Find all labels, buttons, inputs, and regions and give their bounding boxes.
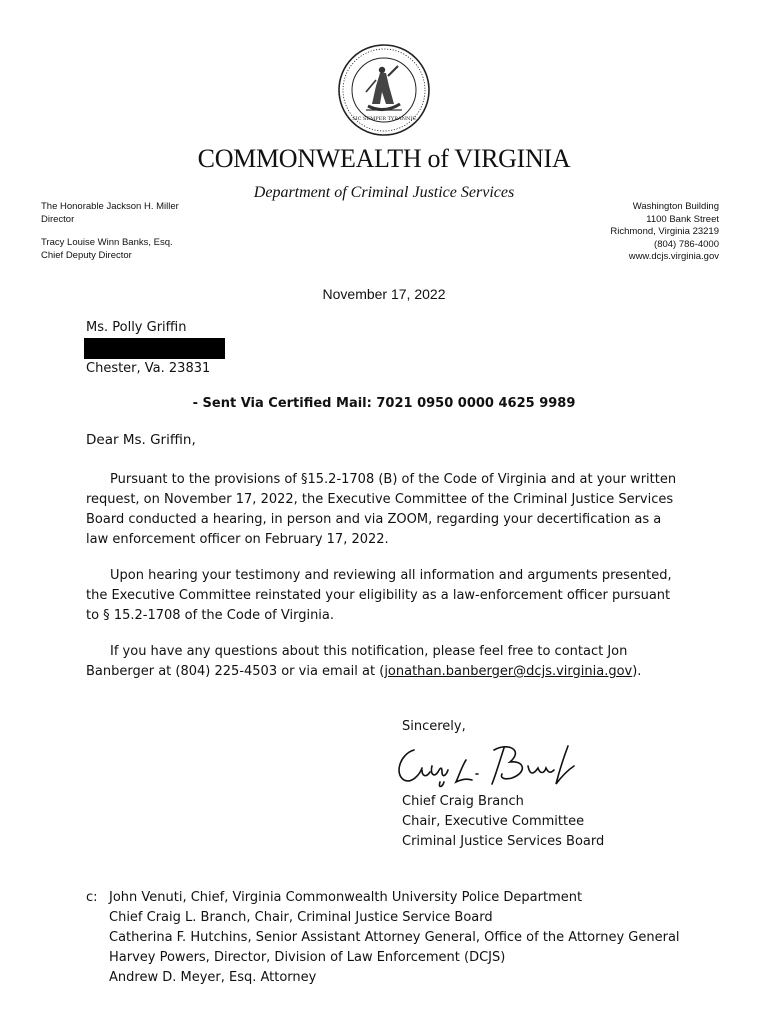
cc-label: c: [86,890,98,905]
closing: Sincerely, [402,719,466,734]
letterhead-department: Department of Criminal Justice Services [253,184,515,201]
recipient-city: Chester, Va. 23831 [86,361,211,376]
letterhead-right-block [519,201,719,264]
deputy-name: Tracy Louise Winn Banks, Esq. [41,237,173,248]
cc-recipient: Andrew D. Meyer, Esq. Attorney [109,970,317,985]
state-seal [336,42,432,138]
cc-recipient: John Venuti, Chief, Virginia Commonwealth University Police Department [109,890,583,905]
deputy-title: Chief Deputy Director [41,249,132,261]
letterhead-left-block [41,201,241,262]
signer-title: Chair, Executive Committee [402,814,585,829]
address-street: 1100 Bank Street [646,213,719,225]
seal-motto: SIC SEMPER TYRANNIS [352,116,416,122]
cc-list [109,888,749,988]
signer-block [402,792,604,852]
redaction-bar [84,338,225,359]
cc-recipient: Chief Craig L. Branch, Chair, Criminal Justice Service Board [109,910,493,925]
paragraph-3-text: If you have any questions about this notification, please feel free to contact Jon Banberger at (804) 225-4503 or via email at ( [86,644,628,679]
salutation: Dear Ms. Griffin, [86,432,196,448]
signer-org: Criminal Justice Services Board [402,834,605,849]
cc-recipient: Catherina F. Hutchins, Senior Assistant Attorney General, Office of the Attorney General [109,930,680,945]
paragraph-1: Pursuant to the provisions of §15.2-1708 (B) of the Code of Virginia and at your written request, on November 17, 2022, the Executive Committee of the Criminal Justice Services Board conducted a hearing, in person and via ZOOM, regarding your decertification as a law enforcement officer on February 17, 2022. [86,472,677,547]
address-building: Washington Building [632,201,719,212]
paragraph-2: Upon hearing your testimony and reviewing all information and arguments presented, the Executive Committee reinstated your eligibility as a law-enforcement officer pursuant to § 15.2-1708 of the Code of Virginia. [86,568,672,623]
director-title: Director [41,213,75,225]
paragraph-3 [86,642,686,682]
email-link[interactable]: jonathan.banberger@dcjs.virginia.gov [384,664,633,679]
cc-recipient: Harvey Powers, Director, Division of Law Enforcement (DCJS) [109,950,506,965]
recipient-name: Ms. Polly Griffin [86,320,187,335]
certified-mail-line: - Sent Via Certified Mail: 7021 0950 0000 4625 9989 [192,396,576,411]
letter-date: November 17, 2022 [322,286,446,302]
director-name: The Honorable Jackson H. Miller [41,201,179,212]
paragraph-3-end: ). [632,664,642,679]
signature [392,736,592,792]
address-website: www.dcjs.virginia.gov [628,251,719,262]
letterhead-title: COMMONWEALTH of VIRGINIA [197,144,571,173]
signer-name: Chief Craig Branch [402,794,524,809]
address-phone: (804) 786-4000 [654,238,719,250]
address-city: Richmond, Virginia 23219 [610,226,719,237]
